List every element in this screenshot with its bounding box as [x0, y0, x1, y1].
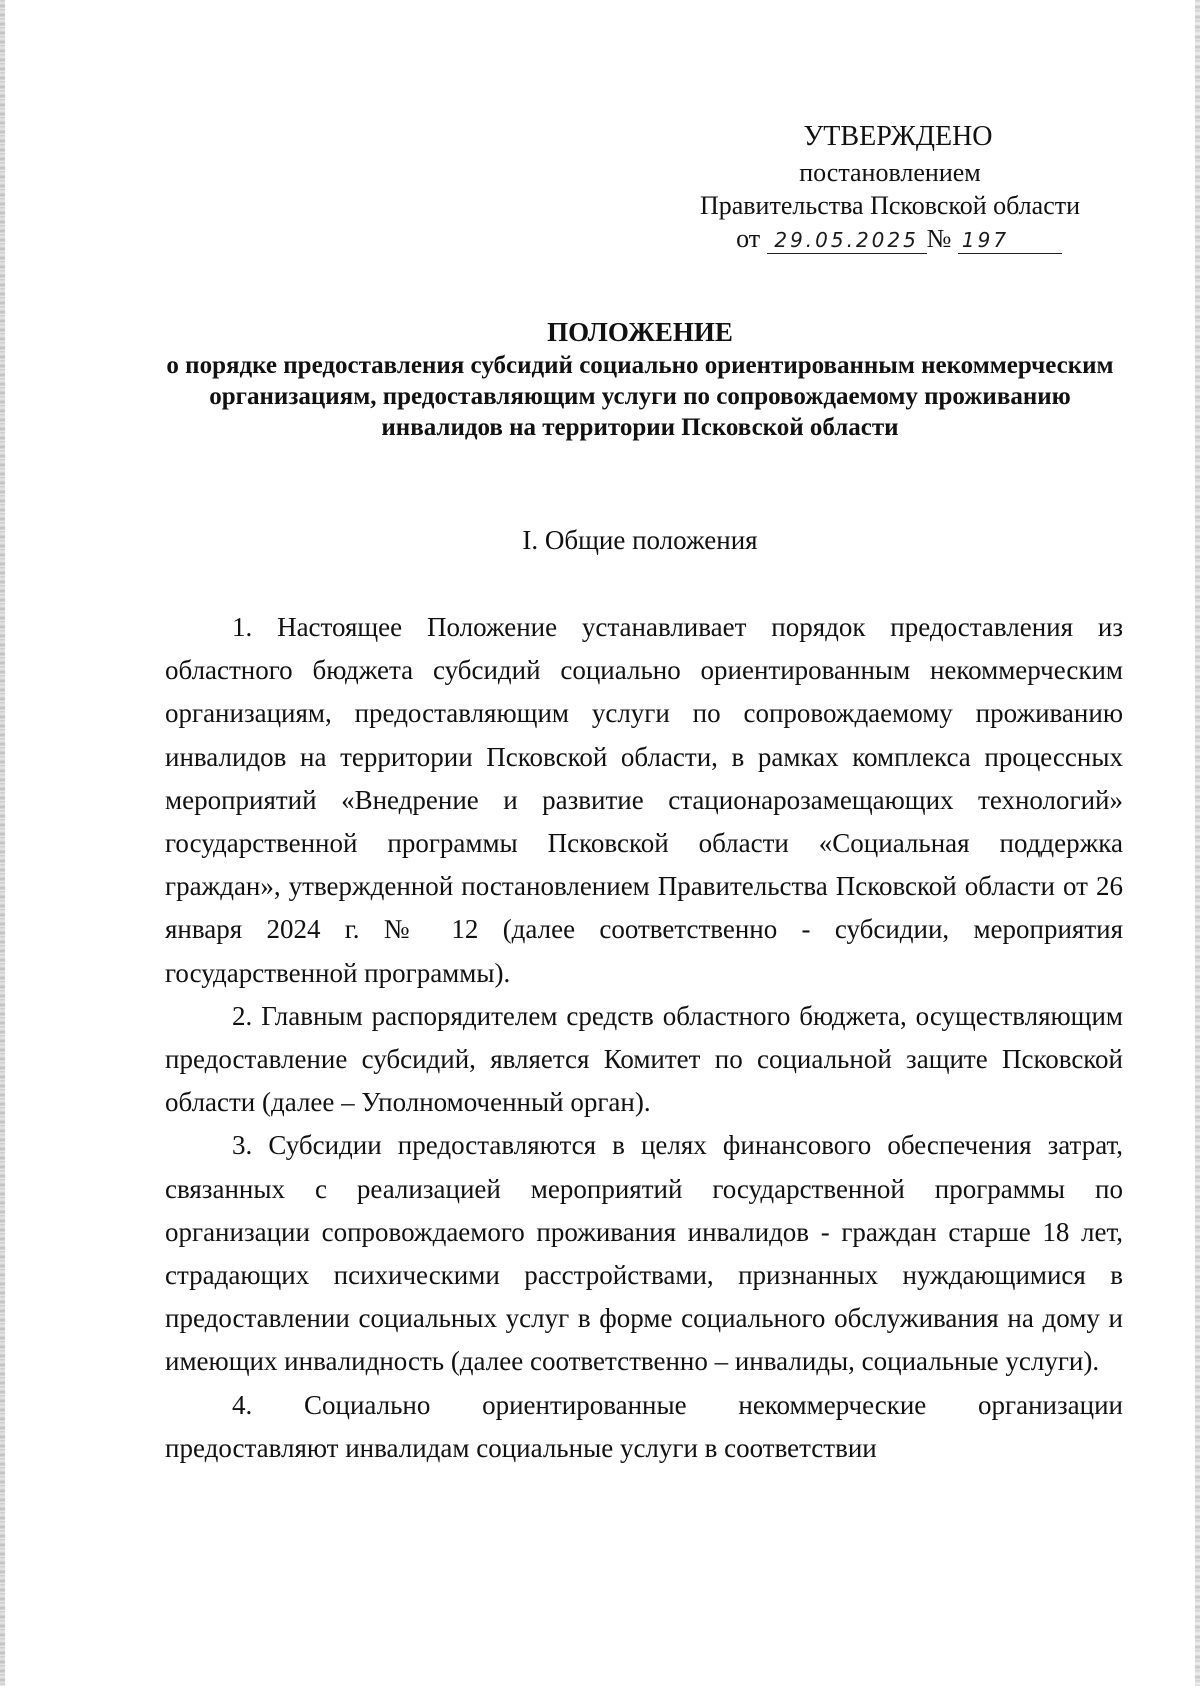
document-body: [165, 606, 1123, 1470]
document-subtitle: о порядке предоставления субсидий социально ориентированным некоммерческим организациям, предоставляющим услуги по сопровождаемому проживанию инвалидов на территории Псковской области: [166, 352, 1114, 441]
paragraph-3: 3. Субсидии предоставляются в целях финансового обеспечения затрат, связанных с реализацией мероприятий государственной программы по организации сопровождаемого проживания инвалидов - граждан старше 18 лет, страдающих психическими расстройствами, признанных нуждающимися в предоставлении социальных услуг в форме социального обслуживания на дому и имеющих инвалидность (далее соответственно – инвалиды, социальные услуги).: [165, 1130, 1123, 1377]
approval-date-line: [658, 222, 1140, 256]
paragraph-1: 1. Настоящее Положение устанавливает порядок предоставления из областного бюджета субсидий социально ориентированным некоммерческим организациям, предоставляющим услуги по сопровождаемому проживанию инвалидов на территории Псковской области, в рамках комплекса процессных мероприятий «Внедрение и развитие стационарозамещающих технологий» государственной программы Псковской области «Социальная поддержка граждан», утвержденной постановлением Правительства Псковской области от 26 января 2024 г. № 12 (далее соответственно - субсидии, мероприятия государственной программы).: [165, 612, 1123, 988]
approval-title: УТВЕРЖДЕНО: [803, 121, 993, 152]
handwritten-number: 197: [958, 227, 1062, 254]
document-title-block: [160, 314, 1120, 443]
approval-block: [640, 118, 1140, 256]
section-heading: I. Общие положения: [522, 525, 758, 555]
number-prefix: №: [926, 224, 952, 253]
approval-line-government: Правительства Псковской области: [699, 191, 1081, 220]
scan-edge-right: [1195, 0, 1200, 1686]
date-prefix: от: [736, 224, 761, 253]
approval-line-decree: постановлением: [799, 158, 981, 187]
document-title: ПОЛОЖЕНИЕ: [547, 317, 733, 347]
paragraph-2: 2. Главным распорядителем средств областного бюджета, осуществляющим предоставление субсидий, является Комитет по социальной защите Псковской области (далее – Уполномоченный орган).: [165, 1000, 1123, 1118]
handwritten-date: 29.05.2025: [767, 227, 927, 254]
scan-edge-left: [0, 0, 5, 1686]
paragraph-4: 4. Социально ориентированные некоммерческие организации предоставляют инвалидам социальные услуги в соответствии: [165, 1389, 1123, 1463]
